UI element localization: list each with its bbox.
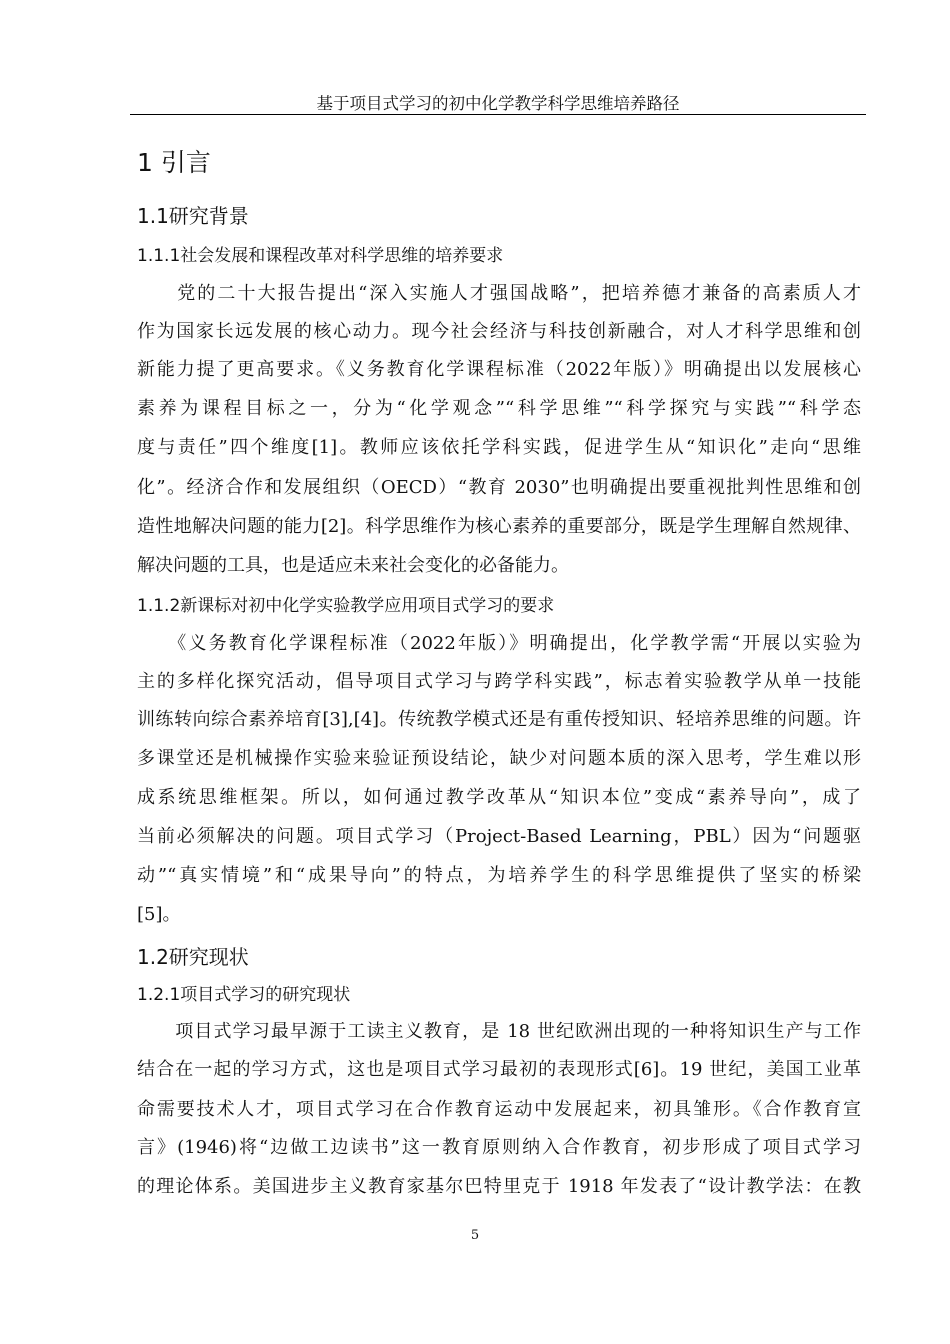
body-line: 训练转向综合素养培育[3],[4]。传统教学模式还是有重传授知识、轻培养思维的问题。许	[137, 709, 861, 730]
body-line: 作为国家长远发展的核心动力。现今社会经济与科技创新融合，对人才科学思维和创	[137, 321, 861, 342]
body-line: 言》(1946)将“边做工边读书”这一教育原则纳入合作教育，初步形成了项目式学习	[137, 1137, 861, 1158]
subsection-heading-1-2-1: 1.2.1项目式学习的研究现状	[137, 985, 351, 1005]
body-line: 的理论体系。美国进步主义教育家基尔巴特里克于 1918 年发表了“设计教学法：在教	[137, 1176, 861, 1197]
body-line: 度与责任”四个维度[1]。教师应该依托学科实践，促进学生从“知识化”走向“思维	[137, 437, 861, 458]
body-line: 项目式学习最早源于工读主义教育，是 18 世纪欧洲出现的一种将知识生产与工作	[137, 1021, 861, 1042]
body-line: 解决问题的工具，也是适应未来社会变化的必备能力。	[137, 555, 569, 576]
body-line: 造性地解决问题的能力[2]。科学思维作为核心素养的重要部分，既是学生理解自然规律、	[137, 516, 861, 537]
section-heading-1-1: 1.1研究背景	[137, 204, 249, 228]
running-header: 基于项目式学习的初中化学教学科学思维培养路径	[316, 94, 680, 113]
body-line: 命需要技术人才，项目式学习在合作教育运动中发展起来，初具雏形。《合作教育宣	[137, 1099, 861, 1120]
page-number: 5	[470, 1228, 480, 1243]
body-line: 主的多样化探究活动，倡导项目式学习与跨学科实践”，标志着实验教学从单一技能	[137, 671, 861, 692]
subsection-heading-1-1-1: 1.1.1社会发展和课程改革对科学思维的培养要求	[137, 246, 504, 266]
body-line: 结合在一起的学习方式，这也是项目式学习最初的表现形式[6]。19 世纪，美国工业革	[137, 1059, 861, 1080]
body-line: 素养为课程目标之一，分为“化学观念”“科学思维”“科学探究与实践”“科学态	[137, 398, 861, 419]
body-line: 当前必须解决的问题。项目式学习（Project-Based Learning，PBL）因为“问题驱	[137, 826, 861, 847]
body-line: 成系统思维框架。所以，如何通过教学改革从“知识本位”变成“素养导向”，成了	[137, 787, 861, 808]
body-line: 化”。经济合作和发展组织（OECD）“教育 2030”也明确提出要重视批判性思维和创	[137, 477, 861, 498]
body-line: [5]。	[137, 904, 181, 925]
subsection-heading-1-1-2: 1.1.2新课标对初中化学实验教学应用项目式学习的要求	[137, 596, 555, 616]
header-rule	[130, 114, 866, 115]
body-line: 新能力提了更高要求。《义务教育化学课程标准（2022年版）》明确提出以发展核心	[137, 359, 861, 380]
chapter-heading: 1 引言	[137, 148, 211, 177]
body-line: 动”“真实情境”和“成果导向”的特点，为培养学生的科学思维提供了坚实的桥梁	[137, 865, 861, 886]
section-heading-1-2: 1.2研究现状	[137, 945, 249, 969]
body-line: 党的二十大报告提出“深入实施人才强国战略”，把培养德才兼备的高素质人才	[137, 283, 861, 304]
body-line: 《义务教育化学课程标准（2022年版）》明确提出，化学教学需“开展以实验为	[137, 633, 861, 654]
body-line: 多课堂还是机械操作实验来验证预设结论，缺少对问题本质的深入思考，学生难以形	[137, 748, 861, 769]
